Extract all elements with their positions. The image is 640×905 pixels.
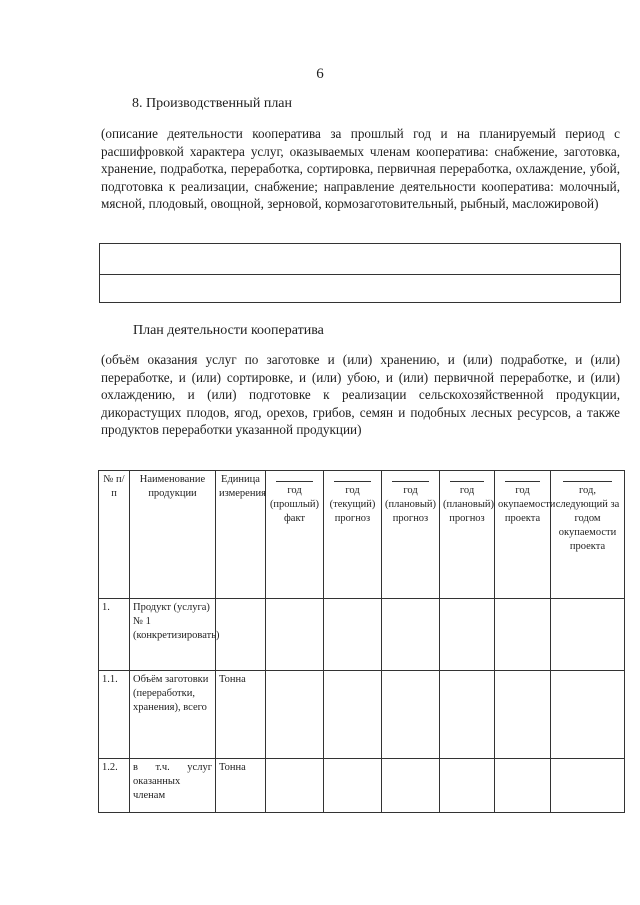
table-header-row [99,471,625,599]
row-cell [324,599,382,671]
row-cell [266,759,324,813]
header-col1 [266,471,324,599]
header-col2-text: год (текущий) прогноз [329,485,376,524]
header-col4 [440,471,495,599]
table-row [99,599,625,671]
header-col6 [551,471,625,599]
row-cell [266,599,324,671]
plan-title: План деятельности кооператива [133,323,324,338]
row-cell [440,759,495,813]
row-cell [324,671,382,759]
header-col4-text: год (плановый) прогноз [443,485,495,524]
header-col1-text: год (прошлый) факт [269,485,320,524]
header-col5 [495,471,556,599]
header-col2 [324,471,382,599]
description-entry-box [99,243,621,303]
row-unit: Тонна [216,671,266,759]
section-title: 8. Производственный план [132,96,293,111]
row-cell [495,599,551,671]
row-cell [440,599,495,671]
table-row [99,671,625,759]
header-col6-text: год, следующий за годом окупаемости проекта [555,485,620,552]
header-num: № п/п [99,471,130,599]
row-cell [551,759,625,813]
row-name: в т.ч. услуг оказанных членам [130,759,216,813]
row-unit [216,599,266,671]
row-cell [495,759,551,813]
page-number: 6 [316,66,324,82]
header-name: Наименование продукции [130,471,216,599]
row-cell [266,671,324,759]
row-cell [440,671,495,759]
row-unit: Тонна [216,759,266,813]
row-num: 1.2. [99,759,130,813]
row-cell [382,671,440,759]
row-cell [382,599,440,671]
table-row [99,759,625,813]
section-description: (описание деятельности кооператива за прошлый год и на планируемый период с расшифровкой характера услуг, оказываемых членам кооператива: снабжение, заготовка, хранение, подработка, переработка, сортировка, первичная переработка, охлаждение, убой, подготовка к реализации, снабжение; направление деятельности кооператива: молочный, мясной, плодовый, овощной, зерновой, кормозаготовительный, рыбный, масложировой) [101,126,620,212]
header-col3-text: год (плановый) прогноз [385,485,437,524]
header-unit: Единица измерения [216,471,266,599]
row-cell [551,599,625,671]
row-name: Продукт (услуга) № 1 (конкретизировать) [130,599,216,671]
row-name: Объём заготовки (переработки, хранения), всего [130,671,216,759]
row-num: 1.1. [99,671,130,759]
header-col5-text: год окупаемости проекта [498,485,556,524]
row-cell [324,759,382,813]
row-cell [382,759,440,813]
header-col3 [382,471,440,599]
entry-box-divider [100,274,620,275]
plan-description: (объём оказания услуг по заготовке и (или) хранению, и (или) подработке, и (или) переработке, и (или) сортировке, и (или) убою, и (или) первичной переработке, и (или) охлаждению, и (или) подготовке к реализации сельскохозяйственной продукции, дикорастущих плодов, ягод, орехов, грибов, семян и подобных лесных ресурсов, а также продуктов переработки указанной продукции) [101,352,620,438]
plan-table [98,470,625,813]
row-cell [495,671,551,759]
row-num: 1. [99,599,130,671]
row-cell [551,671,625,759]
